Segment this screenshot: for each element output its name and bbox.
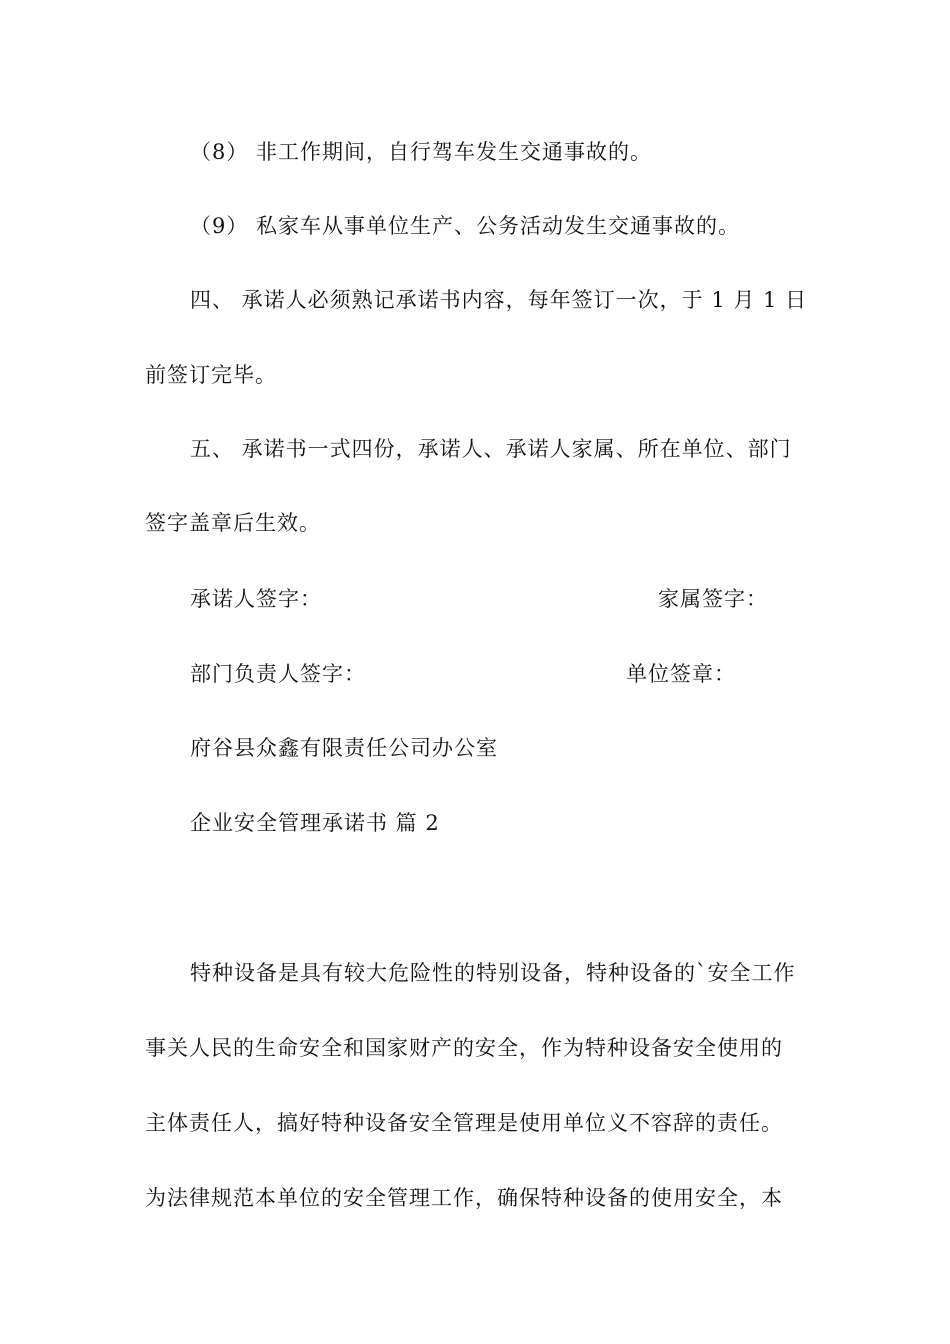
list-item-8: （8） 非工作期间，自行驾车发生交通事故的。 [190,140,653,164]
issuer-name: 府谷县众鑫有限责任公司办公室 [190,736,498,760]
clause-4-line-2: 前签订完毕。 [145,363,277,387]
paragraph-line-2: 事关人民的生命安全和国家财产的安全，作为特种设备安全使用的 [145,1036,783,1060]
paragraph-line-4: 为法律规范本单位的安全管理工作，确保特种设备的使用安全，本 [145,1186,783,1210]
clause-4-line-1: 四、 承诺人必须熟记承诺书内容，每年签订一次，于 1 月 1 日 [190,288,808,312]
section-title: 企业安全管理承诺书 篇 2 [190,811,440,835]
promisor-signature-label: 承诺人签字： [190,587,322,611]
paragraph-line-3: 主体责任人，搞好特种设备安全管理是使用单位义不容辞的责任。 [145,1111,783,1135]
clause-5-line-2: 签字盖章后生效。 [145,511,321,535]
family-signature-label: 家属签字： [658,587,768,611]
department-head-signature-label: 部门负责人签字： [190,662,366,686]
paragraph-line-1: 特种设备是具有较大危险性的特别设备，特种设备的`安全工作 [190,961,796,985]
unit-seal-label: 单位签章： [626,662,736,686]
list-item-9: （9） 私家车从事单位生产、公务活动发生交通事故的。 [190,214,741,238]
clause-5-line-1: 五、 承诺书一式四份，承诺人、承诺人家属、所在单位、部门 [190,437,792,461]
